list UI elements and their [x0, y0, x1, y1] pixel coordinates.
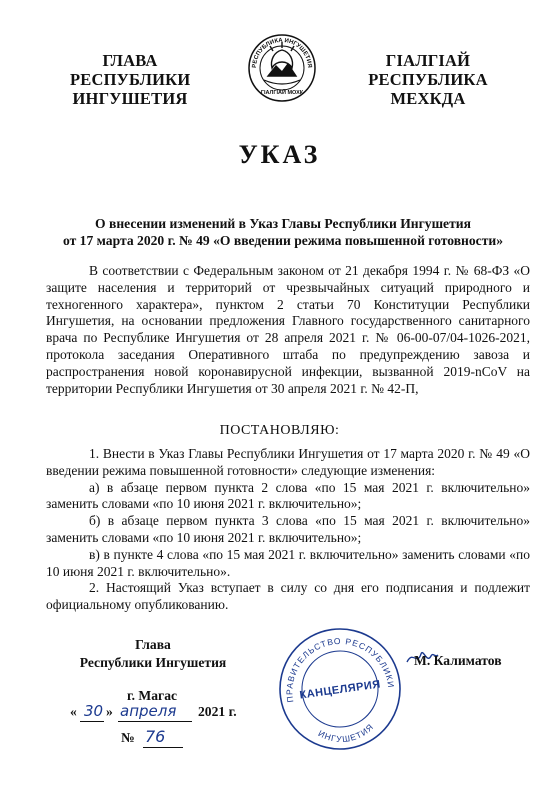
date-day: 30 — [84, 702, 104, 720]
svg-text:ГIАЛГIАЙ МОХК: ГIАЛГIАЙ МОХК — [260, 90, 304, 96]
date-open-quote: « — [70, 704, 77, 719]
item-2: 2. Настоящий Указ вступает в силу со дня его подписания и подлежит официальному опубликованию. — [46, 580, 530, 613]
header-left-title — [70, 51, 190, 108]
subject-line-1: О внесении изменений в Указ Главы Республики Ингушетия — [95, 216, 471, 231]
header-left-line-2: РЕСПУБЛИКИ — [70, 70, 191, 89]
decree-subject — [48, 215, 518, 249]
svg-text:ПРАВИТЕЛЬСТВО РЕСПУБЛИКИ: ПРАВИТЕЛЬСТВО РЕСПУБЛИКИ — [284, 635, 397, 704]
signer-name: М. Калиматов — [414, 653, 502, 668]
number-line — [121, 727, 201, 754]
date-month: апреля — [120, 702, 177, 720]
number-underline — [143, 747, 183, 748]
header-left-line-1: ГЛАВА — [102, 51, 158, 70]
date-day-underline — [80, 721, 104, 722]
header-left-line-3: ИНГУШЕТИЯ — [72, 89, 188, 108]
header-right-line-1: ГIАЛГIАЙ — [385, 51, 471, 70]
svg-text:РЕСПУБЛИКА ИНГУШЕТИЯ: РЕСПУБЛИКА ИНГУШЕТИЯ — [251, 37, 313, 69]
signature-post-line-2: Республики Ингушетия — [79, 655, 227, 670]
item-1b: б) в абзаце первом пункта 3 слова «по 15 мая 2021 г. включительно» заменить словами «по 10 июня 2021 г. включительно»; — [46, 513, 530, 545]
date-close-quote: » — [106, 704, 113, 719]
date-month-underline — [118, 721, 192, 722]
item-1: 1. Внести в Указ Главы Республики Ингушетия от 17 марта 2020 г. № 49 «О введении режима повышенной готовности» следующие изменения: — [46, 446, 530, 478]
place-of-signing: г. Магас — [126, 688, 178, 703]
header-right-line-2: РЕСПУБЛИКА — [368, 70, 488, 89]
signature-post-line-1: Глава — [135, 637, 171, 652]
resolve-heading: ПОСТАНОВЛЯЮ: — [219, 423, 340, 438]
date-year: 2021 г. — [198, 704, 237, 719]
subject-line-2: от 17 марта 2020 г. № 49 «О введении режима повышенной готовности» — [62, 233, 504, 248]
preamble-paragraph: В соответствии с Федеральным законом от 21 декабря 1994 г. № 68-ФЗ «О защите населения и территорий от чрезвычайных ситуаций природного и техногенного характера», пунктом 2 статьи 70 Конституции Республики Ингушетия, на основании предложения Главного государственного санитарного врача по Республике Ингушетия от 28 апреля 2021 г. № 06-00-07/04-1026-2021, протокола заседания Оперативного штаба по предупреждению завоза и распространения новой коронавирусной инфекции, вызванной 2019-nCoV на территории Республики Ингушетия от 30 апреля 2021 г. № 42-П, — [46, 263, 530, 396]
decree-title: УКАЗ — [238, 140, 321, 169]
svg-text:ИНГУШЕТИЯ: ИНГУШЕТИЯ — [316, 721, 376, 745]
item-1c: в) в пункте 4 слова «по 15 мая 2021 г. включительно» заменить словами «по 10 июня 2021 г. включительно». — [46, 546, 530, 579]
number-prefix: № — [121, 730, 135, 745]
date-line — [70, 704, 250, 728]
decree-items — [46, 446, 530, 614]
header-right-title — [368, 51, 488, 108]
office-stamp — [272, 624, 408, 754]
number-value: 76 — [145, 727, 166, 746]
svg-text:КАНЦЕЛЯРИЯ: КАНЦЕЛЯРИЯ — [298, 678, 382, 702]
item-1a: а) в абзаце первом пункта 2 слова «по 15 мая 2021 г. включительно» заменить словами «по 10 июня 2021 г. включительно»; — [46, 479, 530, 512]
signature-post — [70, 636, 236, 672]
republic-emblem-icon — [246, 28, 318, 108]
header-right-line-3: МЕХКДА — [390, 89, 466, 108]
